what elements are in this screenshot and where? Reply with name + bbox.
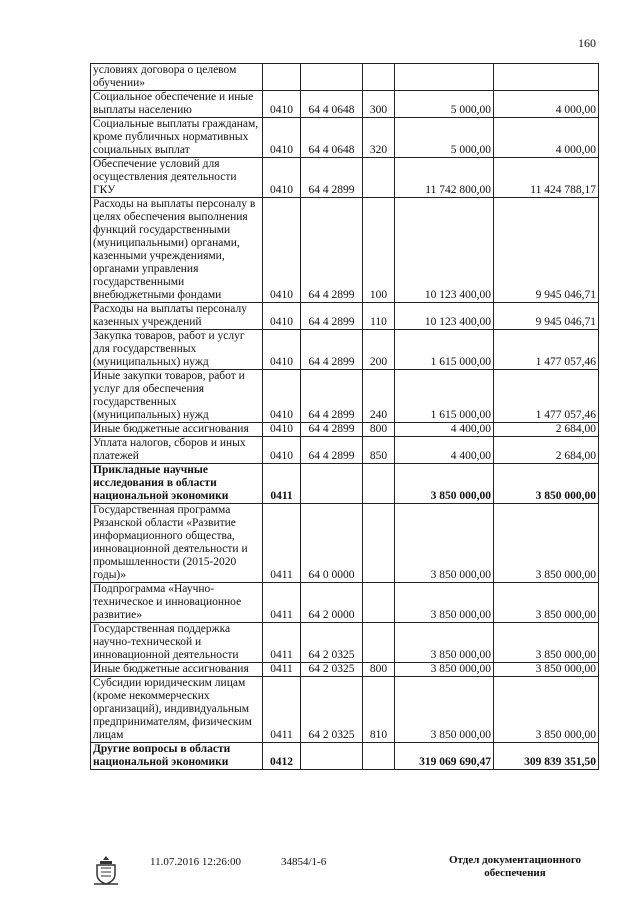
row-actual-amount: 3 850 000,00 [494,464,599,504]
table-row [91,504,599,583]
row-name: Государственная поддержка научно-технической и инновационной деятельности [91,623,263,663]
row-actual-amount: 3 850 000,00 [494,583,599,623]
row-name: Иные бюджетные ассигнования [91,663,263,677]
footer-datetime: 11.07.2016 12:26:00 [150,856,241,868]
row-target-article: 64 4 0648 [301,118,363,158]
row-target-article: 64 4 2899 [301,303,363,330]
table-row [91,64,599,91]
row-expense-type: 110 [363,303,395,330]
row-name: Уплата налогов, сборов и иных платежей [91,437,263,464]
row-planned-amount: 3 850 000,00 [395,623,494,663]
row-section-code: 0411 [263,583,301,623]
budget-table [90,63,599,770]
row-actual-amount: 4 000,00 [494,118,599,158]
row-expense-type [363,64,395,91]
row-target-article [301,464,363,504]
row-target-article: 64 2 0000 [301,583,363,623]
row-section-code: 0410 [263,437,301,464]
row-expense-type [363,158,395,198]
row-expense-type: 240 [363,370,395,423]
row-name: Обеспечение условий для осуществления деятельности ГКУ [91,158,263,198]
row-target-article: 64 0 0000 [301,504,363,583]
table-row [91,464,599,504]
row-section-code: 0410 [263,158,301,198]
row-section-code [263,64,301,91]
row-target-article: 64 2 0325 [301,623,363,663]
table-row [91,118,599,158]
table-row [91,677,599,743]
row-actual-amount: 309 839 351,50 [494,743,599,770]
row-section-code: 0411 [263,677,301,743]
row-planned-amount: 4 400,00 [395,423,494,437]
row-name: Социальные выплаты гражданам, кроме публичных нормативных социальных выплат [91,118,263,158]
row-section-code: 0411 [263,464,301,504]
row-actual-amount: 4 000,00 [494,91,599,118]
row-target-article: 64 4 2899 [301,437,363,464]
table-body [91,64,599,770]
row-name: Прикладные научные исследования в области национальной экономики [91,464,263,504]
row-expense-type: 100 [363,198,395,303]
row-actual-amount: 1 477 057,46 [494,330,599,370]
row-name: Расходы на выплаты персоналу в целях обеспечения выполнения функций государственными (муниципальными) органами, казенными учреждениями, органами управления государственными внебюджетными фондами [91,198,263,303]
row-planned-amount: 3 850 000,00 [395,504,494,583]
row-actual-amount: 1 477 057,46 [494,370,599,423]
row-planned-amount: 3 850 000,00 [395,464,494,504]
row-planned-amount: 4 400,00 [395,437,494,464]
table-row [91,623,599,663]
row-section-code: 0410 [263,370,301,423]
row-planned-amount: 3 850 000,00 [395,677,494,743]
row-planned-amount: 10 123 400,00 [395,303,494,330]
table-row [91,158,599,198]
table-row [91,330,599,370]
row-expense-type [363,504,395,583]
row-expense-type [363,583,395,623]
row-section-code: 0412 [263,743,301,770]
table-row [91,583,599,623]
row-name: Другие вопросы в области национальной экономики [91,743,263,770]
row-planned-amount: 5 000,00 [395,118,494,158]
row-planned-amount: 10 123 400,00 [395,198,494,303]
row-target-article: 64 2 0325 [301,663,363,677]
table-row [91,198,599,303]
row-name: Субсидии юридическим лицам (кроме некоммерческих организаций), индивидуальным предпринимателям, физическим лицам [91,677,263,743]
row-actual-amount: 2 684,00 [494,437,599,464]
row-planned-amount: 3 850 000,00 [395,583,494,623]
row-planned-amount: 5 000,00 [395,91,494,118]
row-target-article [301,743,363,770]
footer [0,842,640,902]
table-row [91,303,599,330]
coat-of-arms-icon [90,854,122,886]
footer-department: Отдел документационного обеспечения [448,854,582,879]
row-planned-amount: 319 069 690,47 [395,743,494,770]
row-actual-amount: 11 424 788,17 [494,158,599,198]
row-actual-amount: 3 850 000,00 [494,623,599,663]
row-planned-amount: 1 615 000,00 [395,370,494,423]
row-target-article: 64 4 0648 [301,91,363,118]
table-row [91,91,599,118]
row-section-code: 0411 [263,663,301,677]
row-planned-amount: 1 615 000,00 [395,330,494,370]
row-actual-amount: 9 945 046,71 [494,198,599,303]
row-expense-type: 300 [363,91,395,118]
row-name: Подпрограмма «Научно-техническое и инновационное развитие» [91,583,263,623]
footer-document-code: 34854/1-6 [281,856,327,868]
row-actual-amount: 3 850 000,00 [494,504,599,583]
table-row [91,370,599,423]
row-expense-type [363,464,395,504]
page-number: 160 [578,36,596,50]
row-expense-type: 800 [363,663,395,677]
table-row [91,423,599,437]
row-expense-type: 320 [363,118,395,158]
row-section-code: 0410 [263,118,301,158]
row-planned-amount: 3 850 000,00 [395,663,494,677]
row-expense-type: 810 [363,677,395,743]
row-actual-amount [494,64,599,91]
row-actual-amount: 3 850 000,00 [494,663,599,677]
row-expense-type [363,623,395,663]
row-target-article [301,64,363,91]
row-section-code: 0410 [263,198,301,303]
row-actual-amount: 3 850 000,00 [494,677,599,743]
row-expense-type: 850 [363,437,395,464]
row-section-code: 0410 [263,303,301,330]
row-name: Социальное обеспечение и иные выплаты населению [91,91,263,118]
row-section-code: 0410 [263,330,301,370]
table-row [91,743,599,770]
row-name: Иные бюджетные ассигнования [91,423,263,437]
row-section-code: 0410 [263,91,301,118]
row-actual-amount: 2 684,00 [494,423,599,437]
row-target-article: 64 4 2899 [301,158,363,198]
row-target-article: 64 4 2899 [301,198,363,303]
row-target-article: 64 4 2899 [301,330,363,370]
row-section-code: 0411 [263,623,301,663]
table-row [91,437,599,464]
row-target-article: 64 4 2899 [301,423,363,437]
table-row [91,663,599,677]
row-planned-amount: 11 742 800,00 [395,158,494,198]
row-section-code: 0411 [263,504,301,583]
row-name: Государственная программа Рязанской области «Развитие информационного общества, инновационной деятельности и промышленности (2015-2020 годы)» [91,504,263,583]
row-name: Расходы на выплаты персоналу казенных учреждений [91,303,263,330]
row-target-article: 64 4 2899 [301,370,363,423]
row-expense-type: 800 [363,423,395,437]
row-section-code: 0410 [263,423,301,437]
row-name: Иные закупки товаров, работ и услуг для обеспечения государственных (муниципальных) нужд [91,370,263,423]
row-name: условиях договора о целевом обучении» [91,64,263,91]
row-name: Закупка товаров, работ и услуг для государственных (муниципальных) нужд [91,330,263,370]
row-target-article: 64 2 0325 [301,677,363,743]
row-actual-amount: 9 945 046,71 [494,303,599,330]
row-expense-type: 200 [363,330,395,370]
row-expense-type [363,743,395,770]
row-planned-amount [395,64,494,91]
